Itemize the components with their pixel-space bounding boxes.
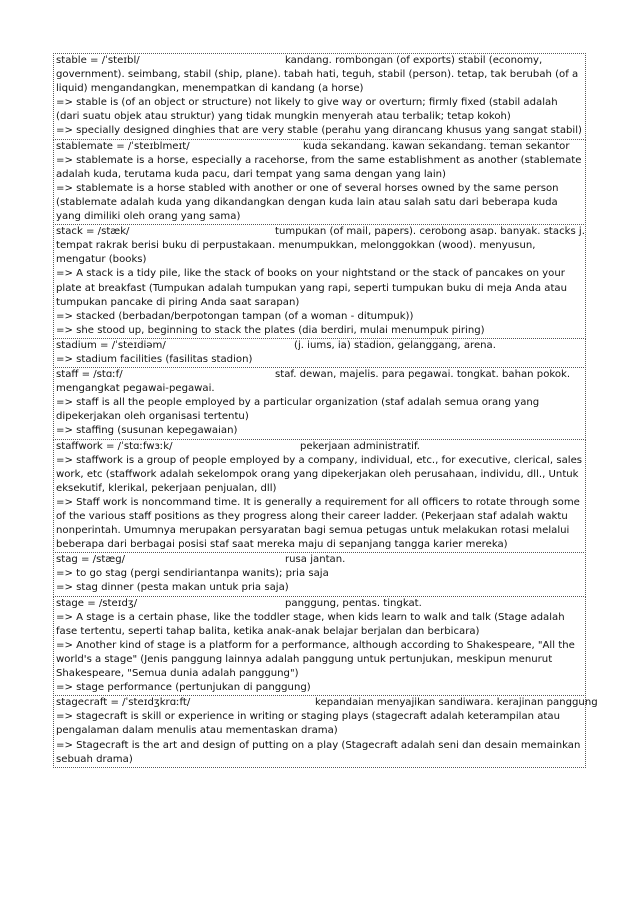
entry-header [56, 339, 583, 353]
headword-translation: staf. dewan, majelis. para pegawai. tongkat. bahan pokok. [275, 369, 571, 381]
headword-pronunciation: stage = /steɪdʒ/ [56, 597, 138, 609]
entry-header [56, 54, 583, 68]
entry-text-line: => staffing (susunan kepegawaian) [56, 425, 238, 437]
entry-text-line: => A stage is a certain phase, like the toddler stage, when kids learn to walk and talk (Stage adalah fase tertentu, seperti tahap balita, ketika anak-anak belajar berjalan dan berbicara) [56, 611, 565, 637]
entry-text-line: government). seimbang, stabil (ship, plane). tabah hati, teguh, stabil (person). tetap, tak berubah (of a liquid) mengandangkan, menempatkan di kandang (a horse) [56, 69, 579, 95]
entry-text-line: => stagecraft is skill or experience in writing or staging plays (stagecraft adalah keterampilan atau pengalaman dalam menulis atau mementaskan drama) [56, 711, 560, 737]
entry-text-line: tempat rakrak berisi buku di perpustakaan. menumpukkan, melonggokkan (wood). menyusun, mengatur (books) [56, 240, 536, 266]
headword-pronunciation: stagecraft = /ˈsteɪdʒkrɑːft/ [56, 697, 191, 709]
headword-translation: kuda sekandang. kawan sekandang. teman sekantor [303, 140, 570, 152]
entry-text-line: => stablemate is a horse, especially a racehorse, from the same establishment as another (stablemate adalah kuda, terutama kuda pacu, dari tempat yang sama dengan yang lain) [56, 154, 582, 180]
entry-header [56, 368, 583, 382]
entry-text-line: => stadium facilities (fasilitas stadion) [56, 353, 253, 365]
entry-text-line: => stacked (berbadan/berpotongan tampan (of a woman - ditumpuk)) [56, 310, 414, 322]
entry-text-line: => Stagecraft is the art and design of putting on a play (Stagecraft adalah seni dan desain memainkan sebuah drama) [56, 739, 581, 765]
entry-text-line: => stag dinner (pesta makan untuk pria saja) [56, 582, 289, 594]
entry-text-line: => staffwork is a group of people employed by a company, individual, etc., for executive, clerical, sales work, etc (staffwork adalah sekelompok orang yang dipekerjakan oleh perusahaan, individu, dll., Untuk eksekutif, klerikal, pekerjaan penjualan, dll) [56, 454, 583, 494]
entry-stagecraft [53, 695, 598, 767]
headword-translation: (j. iums, ia) stadion, gelanggang, arena. [294, 339, 496, 351]
headword-pronunciation: staffwork = /ˈstɑːfwɜːk/ [56, 440, 173, 452]
headword-pronunciation: stack = /stæk/ [56, 226, 130, 238]
entry-stag [53, 552, 586, 596]
headword-translation: pekerjaan administratif. [300, 440, 421, 452]
entry-stack [53, 224, 586, 339]
entry-text-line: => staff is all the people employed by a particular organization (staf adalah semua orang yang dipekerjakan oleh organisasi tertentu) [56, 397, 540, 423]
entry-text-line: => stablemate is a horse stabled with another or one of several horses owned by the same person (stablemate adalah kuda yang dikandangkan dengan kuda lain atau salah satu dari beberapa kuda yang dimiliki oleh orang yang sama) [56, 182, 559, 223]
entry-stadium [53, 338, 586, 368]
entry-header [56, 696, 598, 710]
headword-translation: kandang. rombongan (of exports) stabil (economy, [285, 55, 543, 66]
entry-text-line: => Another kind of stage is a platform for a performance, although according to Shakespeare, "All the world's a stage" (Jenis panggung lainnya adalah panggung untuk pertunjukan, meskipun menurut Shakespeare, "Semua dunia adalah panggung") [56, 639, 575, 680]
entry-text-line: => specially designed dinghies that are very stable (perahu yang dirancang khusus yang sangat stabil) [56, 125, 582, 137]
headword-translation: rusa jantan. [285, 554, 346, 566]
headword-pronunciation: stag = /stæg/ [56, 554, 126, 566]
headword-translation: kepandaian menyajikan sandiwara. kerajinan panggung [315, 697, 598, 709]
entry-text-line: => Staff work is noncommand time. It is generally a requirement for all officers to rotate through some of the various staff positions as they progress along their career ladder. (Pekerjaan staf adalah waktu nonperintah. Umumnya merupakan persyaratan bagi semua petugas untuk melakukan rotasi melalui beberapa dari berbagai posisi staf saat mereka maju di sepanjang tangga karier mereka) [56, 496, 580, 551]
entry-text-line: mengangkat pegawai-pegawai. [56, 383, 215, 395]
entry-stable [53, 53, 586, 140]
entry-staffwork [53, 439, 586, 554]
headword-translation: tumpukan (of mail, papers). cerobong asap. banyak. stacks j. [275, 226, 585, 238]
entry-text-line: => to go stag (pergi sendiriantanpa wanits); pria saja [56, 568, 329, 580]
entry-text-line: => stable is (of an object or structure) not likely to give way or overturn; firmly fixed (stabil adalah (dari suatu objek atau struktur) yang tidak mungkin menyerah atau terbalik; tetap kokoh) [56, 97, 558, 123]
dictionary-page [53, 54, 598, 768]
headword-pronunciation: staff = /stɑːf/ [56, 369, 123, 381]
headword-pronunciation: stable = /ˈsteɪbl/ [56, 55, 140, 66]
entry-header [56, 553, 583, 567]
entry-stablemate [53, 139, 586, 226]
entry-header [56, 597, 583, 611]
entry-text-line: => she stood up, beginning to stack the plates (dia berdiri, mulai menumpuk piring) [56, 324, 485, 336]
entry-stage [53, 596, 586, 697]
headword-pronunciation: stadium = /ˈsteɪdiəm/ [56, 339, 166, 351]
entry-text-line: => A stack is a tidy pile, like the stack of books on your nightstand or the stack of pancakes on your plate at breakfast (Tumpukan adalah tumpukan yang rapi, seperti tumpukan buku di meja Anda atau tumpukan pancake di piring Anda saat sarapan) [56, 268, 567, 308]
entry-staff [53, 367, 586, 439]
headword-pronunciation: stablemate = /ˈsteɪblmeɪt/ [56, 140, 190, 152]
entry-header [56, 440, 583, 454]
entry-text-line: => stage performance (pertunjukan di panggung) [56, 682, 311, 694]
entry-header [56, 140, 583, 154]
entry-header [56, 225, 583, 239]
headword-translation: panggung, pentas. tingkat. [285, 597, 422, 609]
